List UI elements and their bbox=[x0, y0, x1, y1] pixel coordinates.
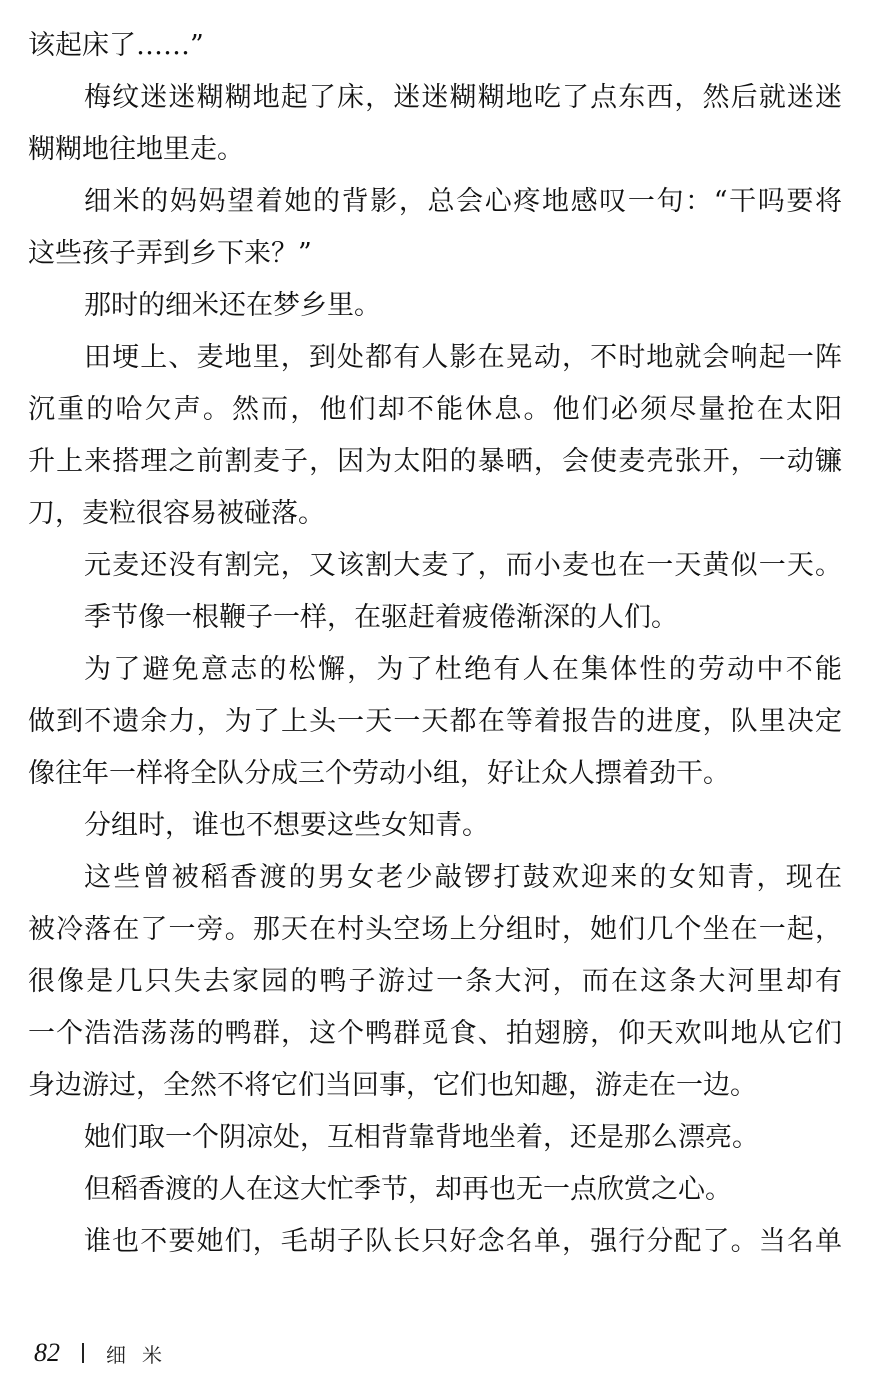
text-line: 该起床了……” bbox=[28, 30, 204, 61]
text-line: 很像是几只失去家园的鸭子游过一条大河，而在这条大河里却有 bbox=[28, 966, 842, 997]
text-line: 沉重的哈欠声。然而，他们却不能休息。他们必须尽量抢在太阳 bbox=[28, 394, 842, 425]
body-text bbox=[28, 20, 842, 1268]
text-line: 升上来搭理之前割麦子，因为太阳的暴晒，会使麦壳张开，一动镰 bbox=[28, 446, 842, 477]
text-line: 谁也不要她们，毛胡子队长只好念名单，强行分配了。当名单 bbox=[84, 1226, 842, 1257]
page-number: 82 bbox=[34, 1338, 60, 1367]
text-line: 像往年一样将全队分成三个劳动小组，好让众人摽着劲干。 bbox=[28, 758, 730, 789]
text-line: 但稻香渡的人在这大忙季节，却再也无一点欣赏之心。 bbox=[84, 1174, 732, 1205]
text-line: 刀，麦粒很容易被碰落。 bbox=[28, 498, 325, 529]
page-footer bbox=[34, 1333, 178, 1373]
text-line: 田埂上、麦地里，到处都有人影在晃动，不时地就会响起一阵 bbox=[84, 342, 842, 373]
running-title: 细米 bbox=[106, 1342, 178, 1367]
text-line: 一个浩浩荡荡的鸭群，这个鸭群觅食、拍翅膀，仰天欢叫地从它们 bbox=[28, 1018, 842, 1049]
text-line: 糊糊地往地里走。 bbox=[28, 134, 244, 165]
text-line: 身边游过，全然不将它们当回事，它们也知趣，游走在一边。 bbox=[28, 1070, 757, 1101]
text-line: 这些孩子弄到乡下来？” bbox=[28, 238, 312, 269]
footer-divider bbox=[82, 1343, 84, 1363]
text-line: 季节像一根鞭子一样，在驱赶着疲倦渐深的人们。 bbox=[84, 602, 678, 633]
text-line: 分组时，谁也不想要这些女知青。 bbox=[84, 810, 489, 841]
text-line: 元麦还没有割完，又该割大麦了，而小麦也在一天黄似一天。 bbox=[84, 550, 842, 581]
text-line: 梅纹迷迷糊糊地起了床，迷迷糊糊地吃了点东西，然后就迷迷 bbox=[84, 82, 842, 113]
text-line: 为了避免意志的松懈，为了杜绝有人在集体性的劳动中不能 bbox=[84, 654, 842, 685]
text-line: 被冷落在了一旁。那天在村头空场上分组时，她们几个坐在一起， bbox=[28, 914, 842, 945]
text-line: 那时的细米还在梦乡里。 bbox=[84, 290, 381, 321]
text-line: 她们取一个阴凉处，互相背靠背地坐着，还是那么漂亮。 bbox=[84, 1122, 759, 1153]
text-line: 细米的妈妈望着她的背影，总会心疼地感叹一句：“干吗要将 bbox=[84, 186, 842, 217]
text-line: 做到不遗余力，为了上头一天一天都在等着报告的进度，队里决定 bbox=[28, 706, 842, 737]
text-line: 这些曾被稻香渡的男女老少敲锣打鼓欢迎来的女知青，现在 bbox=[84, 862, 842, 893]
